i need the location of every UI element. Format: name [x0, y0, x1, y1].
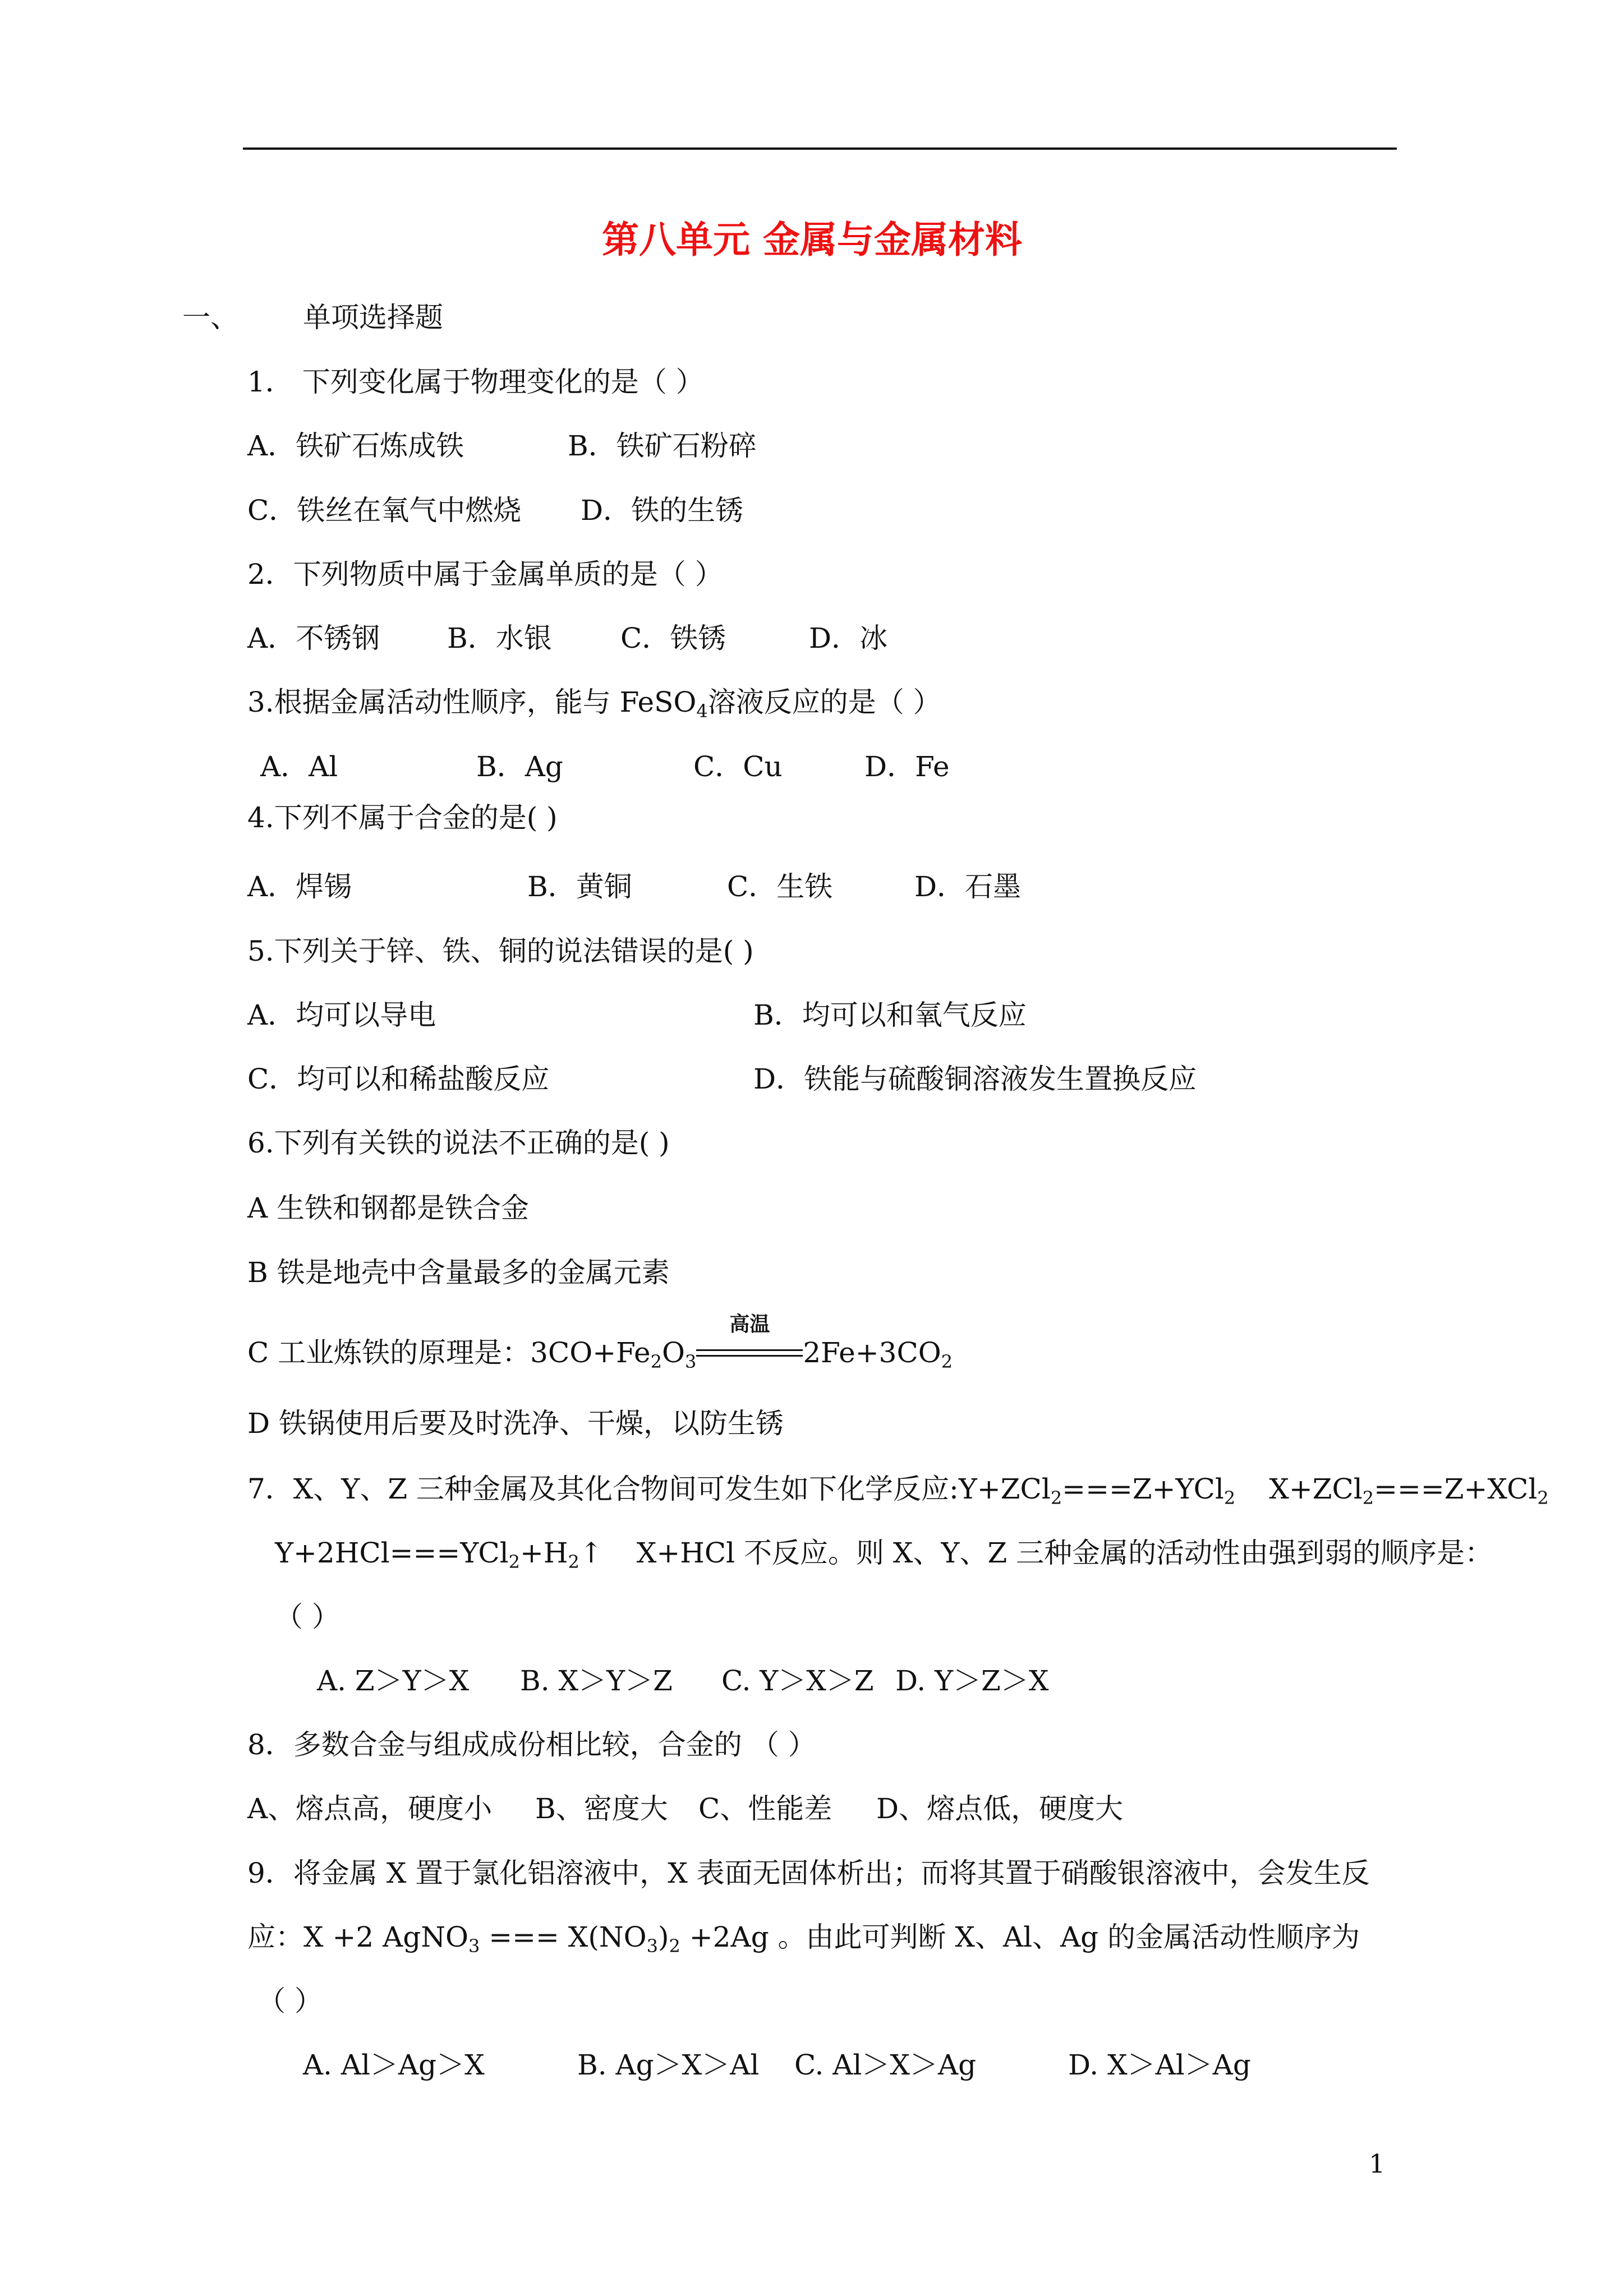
q7-line1: 7．X、Y、Z 三种金属及其化合物间可发生如下化学反应:Y+ZCl$_2$===Z+YCl$_2$ X+ZCl$_2$===Z+XCl$_2$: [247, 1473, 1549, 1509]
q7-blank: （ ）: [275, 1601, 340, 1633]
q5-stem: 5.下列关于锌、铁、铜的说法错误的是( ): [247, 935, 754, 967]
q7-option-d: D. Y＞Z＞X: [895, 1665, 1049, 1697]
header-rule: [243, 147, 1397, 150]
q2-stem: 2．下列物质中属于金属单质的是（ ）: [247, 558, 723, 591]
q1-option-b: B．铁矿石粉碎: [568, 430, 757, 462]
q9-option-a: A. Al＞Ag＞X: [303, 2049, 485, 2081]
q5-option-c: C．均可以和稀盐酸反应: [247, 1063, 550, 1095]
q3-option-d: D．Fe: [864, 750, 950, 783]
q9-line2: 应：X +2 AgNO$_3$ === $X(NO_3)_2 +2Ag$ 。由此可判断 X、Al、Ag 的金属活动性顺序为: [247, 1921, 1360, 1957]
q3-stem: 3.根据金属活动性顺序，能与 FeSO$_4$溶液反应的是（ ）: [247, 686, 941, 722]
q8-option-a: A、熔点高，硬度小: [247, 1792, 493, 1825]
q9-line1: 9．将金属 X 置于氯化铝溶液中，X 表面无固体析出；而将其置于硝酸银溶液中，会发生反: [247, 1857, 1370, 1889]
q4-option-c: C．生铁: [727, 870, 833, 903]
q4-option-d: D．石墨: [914, 870, 1022, 903]
q5-option-a: A．均可以导电: [247, 999, 436, 1031]
q6-option-d: D 铁锅使用后要及时洗净、干燥，以防生锈: [247, 1407, 784, 1440]
q8-option-c: C、性能差: [698, 1792, 832, 1825]
q8-option-d: D、熔点低，硬度大: [876, 1792, 1124, 1825]
q1-option-c: C．铁丝在氧气中燃烧: [247, 494, 522, 527]
q5-option-b: B．均可以和氧气反应: [753, 999, 1027, 1031]
q9-option-c: C. Al＞X＞Ag: [794, 2049, 977, 2081]
q1-option-d: D．铁的生锈: [581, 494, 744, 527]
q7-option-b: B. X＞Y＞Z: [520, 1665, 673, 1697]
q4-option-a: A．焊锡: [247, 870, 352, 903]
q9-option-d: D. X＞Al＞Ag: [1068, 2049, 1251, 2081]
q7-option-c: C. Y＞X＞Z: [721, 1665, 874, 1697]
q6-option-c: C 工业炼铁的原理是：$3CO+Fe_2O_3$ 高温 $2Fe+3CO_2$: [247, 1313, 953, 1372]
page-number: 1: [1369, 2149, 1386, 2179]
q2-option-d: D．冰: [809, 622, 888, 654]
q4-option-b: B．黄铜: [527, 870, 632, 903]
q1-option-a: A．铁矿石炼成铁: [247, 430, 464, 462]
section-number: 一、: [182, 301, 238, 334]
reaction-condition-equals: 高温: [696, 1336, 803, 1370]
q5-option-d: D．铁能与硫酸铜溶液发生置换反应: [753, 1063, 1197, 1095]
q9-option-b: B. Ag＞X＞Al: [577, 2049, 760, 2081]
q9-blank: （ ）: [257, 1985, 323, 2017]
q6-stem: 6.下列有关铁的说法不正确的是( ): [247, 1127, 670, 1159]
q2-option-a: A．不锈钢: [247, 622, 380, 654]
q7-option-a: A. Z＞Y＞X: [317, 1665, 470, 1697]
q7-line2: $Y+2HCl===YCl_2+H_2↑$ X+HCl 不反应。则 X、Y、Z 三种金属的活动性由强到弱的顺序是：: [275, 1537, 1493, 1573]
q8-option-b: B、密度大: [535, 1792, 668, 1825]
q4-stem: 4.下列不属于合金的是( ): [247, 801, 558, 834]
q6-option-a: A 生铁和钢都是铁合金: [247, 1192, 530, 1224]
q3-option-b: B．Ag: [476, 750, 563, 783]
page-title: 第八单元 金属与金属材料: [602, 218, 1022, 261]
q1-stem: 1． 下列变化属于物理变化的是（ ）: [247, 366, 704, 398]
q2-option-b: B．水银: [447, 622, 552, 654]
q6-option-b: B 铁是地壳中含量最多的金属元素: [247, 1256, 670, 1289]
q3-option-a: A．Al: [260, 750, 338, 783]
q2-option-c: C．铁锈: [620, 622, 726, 654]
section-label: 单项选择题: [303, 301, 443, 334]
q8-stem: 8．多数合金与组成成份相比较，合金的 （ ）: [247, 1728, 816, 1761]
q3-option-c: C．Cu: [693, 750, 783, 783]
